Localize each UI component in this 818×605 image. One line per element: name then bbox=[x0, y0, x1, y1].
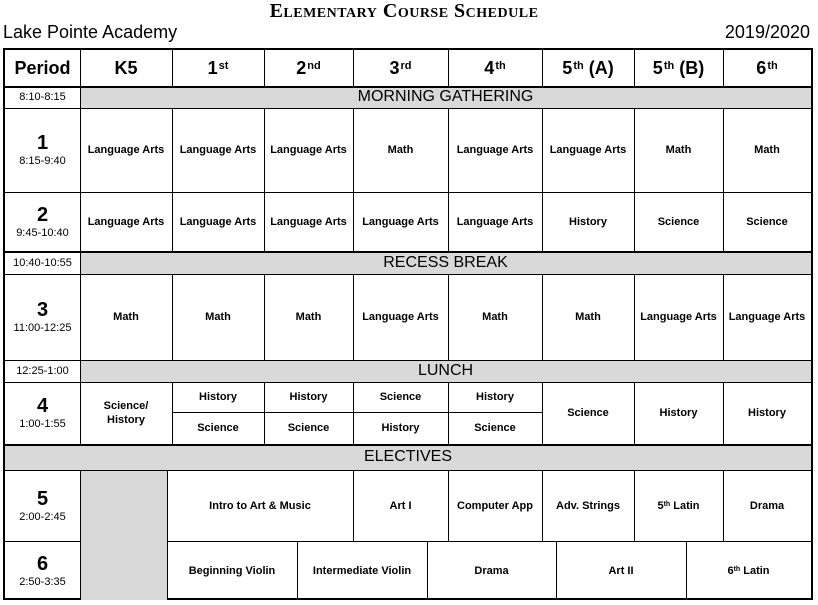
p2-g5a: History bbox=[569, 215, 607, 228]
rule bbox=[5, 541, 80, 542]
rule bbox=[172, 412, 542, 413]
rule bbox=[80, 274, 81, 360]
rule bbox=[172, 108, 173, 251]
rule bbox=[5, 470, 811, 471]
rule bbox=[542, 50, 543, 86]
rule bbox=[5, 86, 811, 88]
k5-elective-blank bbox=[80, 470, 167, 600]
p5-computer-app: Computer App bbox=[457, 499, 533, 512]
p3-g3: Language Arts bbox=[362, 311, 439, 323]
rule bbox=[427, 541, 428, 600]
rule bbox=[353, 470, 354, 541]
p4-g6: History bbox=[748, 407, 786, 419]
p1-g2: Language Arts bbox=[270, 144, 347, 156]
p2-k5: Language Arts bbox=[87, 215, 165, 228]
rule bbox=[634, 108, 635, 251]
p2-g2: Language Arts bbox=[270, 215, 347, 228]
rule bbox=[723, 108, 724, 251]
period-4-label: 4 1:00-1:55 bbox=[19, 395, 66, 430]
electives-band: ELECTIVES bbox=[5, 444, 811, 470]
rule bbox=[448, 470, 449, 541]
rule bbox=[542, 274, 543, 360]
p2-g6: Science bbox=[746, 215, 788, 228]
p1-g5a: Language Arts bbox=[549, 144, 627, 156]
page-title: Elementary Course Schedule bbox=[269, 0, 539, 22]
p4-g5a: Science bbox=[567, 407, 609, 419]
rule bbox=[5, 360, 811, 361]
header-grade-4: 4 $^{th}$ bbox=[484, 58, 506, 78]
rule bbox=[5, 382, 811, 383]
lunch-time: 12:25-1:00 bbox=[16, 365, 69, 377]
rule bbox=[353, 108, 354, 251]
school-year: 2019/2020 bbox=[724, 22, 810, 42]
recess-break-band: RECESS BREAK bbox=[80, 251, 811, 274]
rule bbox=[264, 274, 265, 360]
rule bbox=[448, 50, 449, 86]
p2-g4: Language Arts bbox=[456, 215, 534, 228]
school-name: Lake Pointe Academy bbox=[3, 22, 178, 42]
p5-intro-art-music: Intro to Art & Music bbox=[209, 499, 311, 512]
rule bbox=[5, 108, 811, 109]
p3-g5b: Language Arts bbox=[640, 311, 717, 323]
p4-g4-bottom: Science bbox=[474, 422, 516, 434]
header-grade-6: 6 $^{th}$ bbox=[756, 58, 778, 78]
rule bbox=[80, 108, 81, 251]
p1-k5: Language Arts bbox=[87, 144, 165, 156]
p4-k5: Science/ History bbox=[103, 400, 149, 426]
header-k5: K5 bbox=[114, 58, 138, 78]
p5-art-1: Art I bbox=[389, 499, 412, 512]
rule bbox=[5, 192, 811, 193]
rule bbox=[542, 470, 543, 541]
rule bbox=[167, 541, 811, 542]
rule bbox=[5, 251, 811, 253]
p5-latin-5: 5 th Latin bbox=[657, 499, 700, 512]
period-2-label: 2 9:45-10:40 bbox=[16, 203, 69, 239]
p4-g5b: History bbox=[659, 407, 698, 419]
rule bbox=[172, 382, 173, 444]
schedule-table bbox=[3, 48, 813, 600]
p1-g6: Math bbox=[754, 144, 780, 156]
p4-g1-top: History bbox=[199, 391, 237, 403]
rule bbox=[448, 108, 449, 251]
p6-beginning-violin: Beginning Violin bbox=[188, 564, 276, 577]
rule bbox=[634, 274, 635, 360]
p3-g6: Language Arts bbox=[728, 311, 806, 323]
rule bbox=[264, 382, 265, 444]
header-period: Period bbox=[14, 58, 71, 78]
rule bbox=[264, 50, 265, 86]
rule bbox=[634, 382, 635, 444]
p6-latin-6: 6 th Latin bbox=[727, 564, 770, 577]
rule bbox=[80, 50, 81, 86]
rule bbox=[264, 108, 265, 251]
p6-art-2: Art II bbox=[608, 564, 634, 577]
rule bbox=[353, 50, 354, 86]
p2-g5b: Science bbox=[657, 215, 700, 228]
p2-g1: Language Arts bbox=[179, 215, 257, 228]
rule bbox=[634, 470, 635, 541]
p4-g2-bottom: Science bbox=[287, 422, 330, 434]
header-grade-3: 3 $^{rd}$ bbox=[389, 58, 412, 78]
rule bbox=[80, 470, 81, 600]
header-grade-1: 1 $^{st}$ bbox=[207, 58, 229, 78]
rule bbox=[5, 274, 811, 275]
rule bbox=[723, 470, 724, 541]
rule bbox=[634, 50, 635, 86]
morning-gathering-band: MORNING GATHERING bbox=[80, 86, 811, 108]
header-grade-5a: 5 $^{th}$ (A) bbox=[562, 58, 614, 78]
rule bbox=[448, 274, 449, 360]
p4-g4-top: History bbox=[476, 391, 514, 403]
rule bbox=[80, 86, 81, 108]
header-grade-2: 2 $^{nd}$ bbox=[296, 58, 321, 78]
p3-g2: Math bbox=[295, 311, 322, 323]
p1-g5b: Math bbox=[665, 144, 692, 156]
p5-drama: Drama bbox=[749, 499, 785, 512]
rule bbox=[297, 541, 298, 600]
p1-g3: Math bbox=[387, 144, 414, 156]
recess-time: 10:40-10:55 bbox=[13, 256, 72, 269]
morning-time: 8:10-8:15 bbox=[19, 91, 66, 103]
p4-g3-top: Science bbox=[379, 391, 422, 403]
rule bbox=[167, 470, 168, 600]
rule bbox=[723, 50, 724, 86]
p3-g4: Math bbox=[482, 311, 508, 323]
period-5-label: 5 2:00-2:45 bbox=[19, 487, 66, 523]
period-6-label: 6 2:50-3:35 bbox=[19, 552, 66, 588]
rule bbox=[80, 360, 81, 382]
lunch-band: LUNCH bbox=[80, 360, 811, 382]
rule bbox=[5, 444, 811, 446]
rule bbox=[556, 541, 557, 600]
p6-drama: Drama bbox=[474, 564, 509, 577]
rule bbox=[723, 274, 724, 360]
p3-g5a: Math bbox=[575, 311, 601, 323]
period-1-label: 1 8:15-9:40 bbox=[19, 132, 66, 167]
p1-g1: Language Arts bbox=[179, 144, 257, 156]
p4-g3-bottom: History bbox=[381, 422, 420, 434]
p1-g4: Language Arts bbox=[456, 144, 534, 156]
header-grade-5b: 5 $^{th}$ (B) bbox=[652, 58, 705, 78]
rule bbox=[353, 382, 354, 444]
rule bbox=[542, 108, 543, 251]
rule bbox=[172, 274, 173, 360]
rule bbox=[542, 382, 543, 444]
rule bbox=[723, 382, 724, 444]
p3-g1: Math bbox=[205, 311, 231, 323]
p6-intermediate-violin: Intermediate Violin bbox=[312, 564, 412, 577]
p4-g2-top: History bbox=[289, 391, 328, 403]
rule bbox=[448, 382, 449, 444]
rule bbox=[172, 50, 173, 86]
p4-g1-bottom: Science bbox=[197, 422, 239, 434]
rule bbox=[353, 274, 354, 360]
p2-g3: Language Arts bbox=[362, 215, 439, 228]
period-3-label: 3 11:00-12:25 bbox=[13, 299, 72, 334]
p3-k5: Math bbox=[113, 311, 139, 323]
rule bbox=[80, 251, 81, 274]
rule bbox=[686, 541, 687, 600]
rule bbox=[80, 382, 81, 444]
p5-adv-strings: Adv. Strings bbox=[556, 499, 620, 512]
